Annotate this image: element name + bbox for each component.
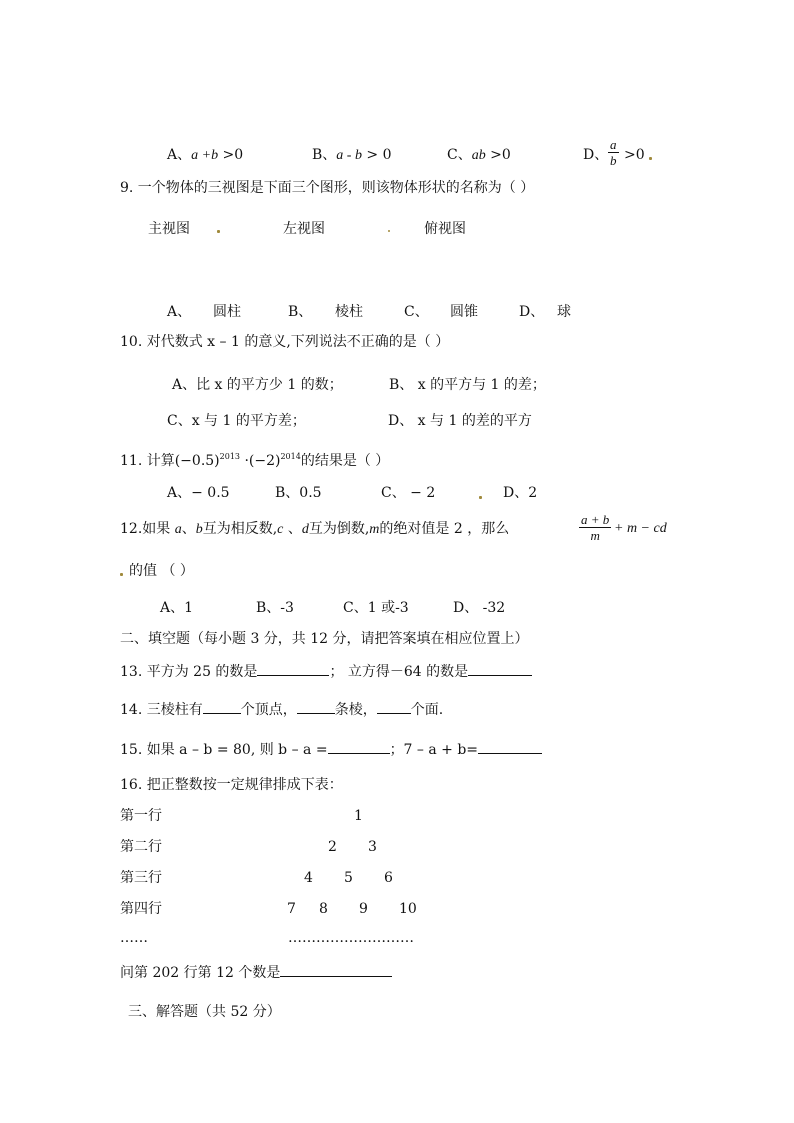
option-prefix: C、 <box>447 147 472 163</box>
q13 <box>120 662 532 680</box>
q16-cell: 6 <box>384 870 393 886</box>
q13-blank-1[interactable] <box>257 662 329 676</box>
q12-option-a: A、1 <box>160 600 194 616</box>
fraction-denominator: m <box>590 528 600 543</box>
q11-option-a: A、− 0.5 <box>167 485 230 501</box>
q14-blank-2[interactable] <box>297 700 335 714</box>
q15-text: ；7 – a + b= <box>389 742 479 758</box>
q9-option-a-text: 圆柱 <box>213 304 241 320</box>
q8-option-d <box>583 147 608 163</box>
expr-base: (−0.5) <box>174 453 220 469</box>
q16-cell: 3 <box>368 839 377 855</box>
expr-dot: · <box>244 453 249 469</box>
q9-option-b-text: 棱柱 <box>335 304 363 320</box>
q16-cell: 4 <box>304 870 313 886</box>
q13-text: 13. 平方为 25 的数是 <box>120 664 258 680</box>
q12-stem-line2: 的值 （ ） <box>129 563 194 579</box>
var-b: b <box>195 522 203 537</box>
q15-text: 15. 如果 a – b = 80, 则 b – a = <box>120 742 328 758</box>
q10-option-d: D、 x 与 1 的差的平方 <box>388 413 532 429</box>
option-expr: a - b <box>336 148 362 163</box>
q9-view-label-left: 左视图 <box>283 221 325 237</box>
var-m: m <box>369 522 380 537</box>
q16-cell: 2 <box>328 839 337 855</box>
q9-stem: 9. 一个物体的三视图是下面三个图形，则该物体形状的名称为（ ） <box>120 180 535 196</box>
var-a: a <box>174 522 182 537</box>
option-expr: ab <box>471 148 486 163</box>
q11-option-b: B、0.5 <box>275 485 322 501</box>
stem-text: 的绝对值是 2 ，那么 <box>379 521 510 537</box>
stray-dot <box>479 496 482 499</box>
q12-tail-expr: + m − cd <box>614 521 667 536</box>
q14-blank-3[interactable] <box>377 700 411 714</box>
q11-stem <box>120 449 389 469</box>
q15-blank-2[interactable] <box>478 740 542 754</box>
q14-text: 个面. <box>410 702 444 718</box>
q8-option-d-fraction <box>608 137 619 168</box>
fraction-numerator: a <box>610 137 617 152</box>
q15-blank-1[interactable] <box>328 740 390 754</box>
q16-cell: 9 <box>359 901 368 917</box>
q16-cell: 10 <box>399 901 417 917</box>
expr-base: (−2) <box>248 453 281 469</box>
q13-blank-2[interactable] <box>468 662 532 676</box>
q16-cell: 1 <box>354 808 363 824</box>
q16-cell: 7 <box>287 901 296 917</box>
stray-dot <box>217 230 220 233</box>
q16-row-label-2: 第二行 <box>120 839 162 855</box>
stem-prefix: 12.如果 <box>120 521 171 537</box>
q13-text: ； 立方得－64 的数是 <box>329 664 469 680</box>
q10-option-b: B、 x 的平方与 1 的差； <box>389 377 546 393</box>
section2-title: 二、填空题（每小题 3 分，共 12 分，请把答案填在相应位置上） <box>120 631 529 647</box>
stem-text: 互为倒数, <box>308 521 370 537</box>
q9-view-label-top: 俯视图 <box>424 221 466 237</box>
stray-dot <box>388 230 390 232</box>
q10-stem: 10. 对代数式 x – 1 的意义,下列说法不正确的是（ ） <box>120 334 450 350</box>
q16-question <box>120 963 392 981</box>
q16-row-label-3: 第三行 <box>120 870 162 886</box>
q9-option-c-text: 圆锥 <box>450 304 478 320</box>
stem-text: 互为相反数, <box>202 521 278 537</box>
q8-option-d-rest: >0 <box>624 147 645 163</box>
q11-option-d: D、2 <box>503 485 538 501</box>
q8-option-c <box>447 147 511 164</box>
q14 <box>120 700 443 718</box>
q9-view-label-front: 主视图 <box>148 221 190 237</box>
q8-option-b <box>312 147 392 164</box>
section3-title: 三、解答题（共 52 分） <box>128 1004 281 1020</box>
option-rest: >0 <box>485 147 511 163</box>
q16-row-label-4: 第四行 <box>120 901 162 917</box>
q9-option-c-prefix: C、 <box>404 304 429 320</box>
option-prefix: D、 <box>583 147 609 163</box>
option-expr: a +b <box>191 148 219 163</box>
q12-option-b: B、-3 <box>256 600 294 616</box>
q16-cell: 8 <box>319 901 328 917</box>
q16-stem: 16. 把正整数按一定规律排成下表： <box>120 777 343 793</box>
q16-ellipsis-right: ……………………… <box>288 930 414 946</box>
q15 <box>120 740 542 758</box>
stem-prefix: 11. 计算 <box>120 453 175 469</box>
expr-exponent: 2014 <box>280 452 301 461</box>
option-prefix: B、 <box>312 147 337 163</box>
option-prefix: A、 <box>167 147 192 163</box>
separator: 、 <box>181 521 196 537</box>
q14-text: 个顶点， <box>240 702 297 718</box>
q14-text: 条棱， <box>334 702 377 718</box>
q10-option-a: A、比 x 的平方少 1 的数； <box>172 377 343 393</box>
q9-option-d-text: 球 <box>557 304 571 320</box>
q9-option-a-prefix: A、 <box>167 304 192 320</box>
option-rest: >0 <box>218 147 244 163</box>
stray-dot <box>649 157 652 160</box>
fraction-denominator: b <box>610 153 617 168</box>
q8-option-a <box>167 147 243 164</box>
q12-fraction <box>579 512 611 543</box>
q16-question-text: 问第 202 行第 12 个数是 <box>120 965 281 981</box>
q11-option-c: C、 − 2 <box>381 485 436 501</box>
separator: 、 <box>287 521 302 537</box>
q12-option-c: C、1 或-3 <box>343 600 409 616</box>
q16-cell: 5 <box>344 870 353 886</box>
q12-option-d: D、 -32 <box>453 600 506 616</box>
q14-text: 14. 三棱柱有 <box>120 702 203 718</box>
expr-exponent: 2013 <box>219 452 240 461</box>
var-c: c <box>277 522 284 537</box>
q12-stem <box>120 521 509 538</box>
q16-row-label-1: 第一行 <box>120 808 162 824</box>
q9-option-d-prefix: D、 <box>519 304 545 320</box>
q16-ellipsis-left: …… <box>120 930 148 946</box>
q14-blank-1[interactable] <box>203 700 241 714</box>
stem-suffix: 的结果是（ ） <box>300 453 390 469</box>
q9-option-b-prefix: B、 <box>288 304 313 320</box>
var-d: d <box>301 522 309 537</box>
stray-dot <box>120 573 123 576</box>
option-rest: > 0 <box>361 147 392 163</box>
q16-blank[interactable] <box>280 963 392 977</box>
fraction-numerator: a + b <box>581 512 610 527</box>
q10-option-c: C、x 与 1 的平方差； <box>167 413 306 429</box>
